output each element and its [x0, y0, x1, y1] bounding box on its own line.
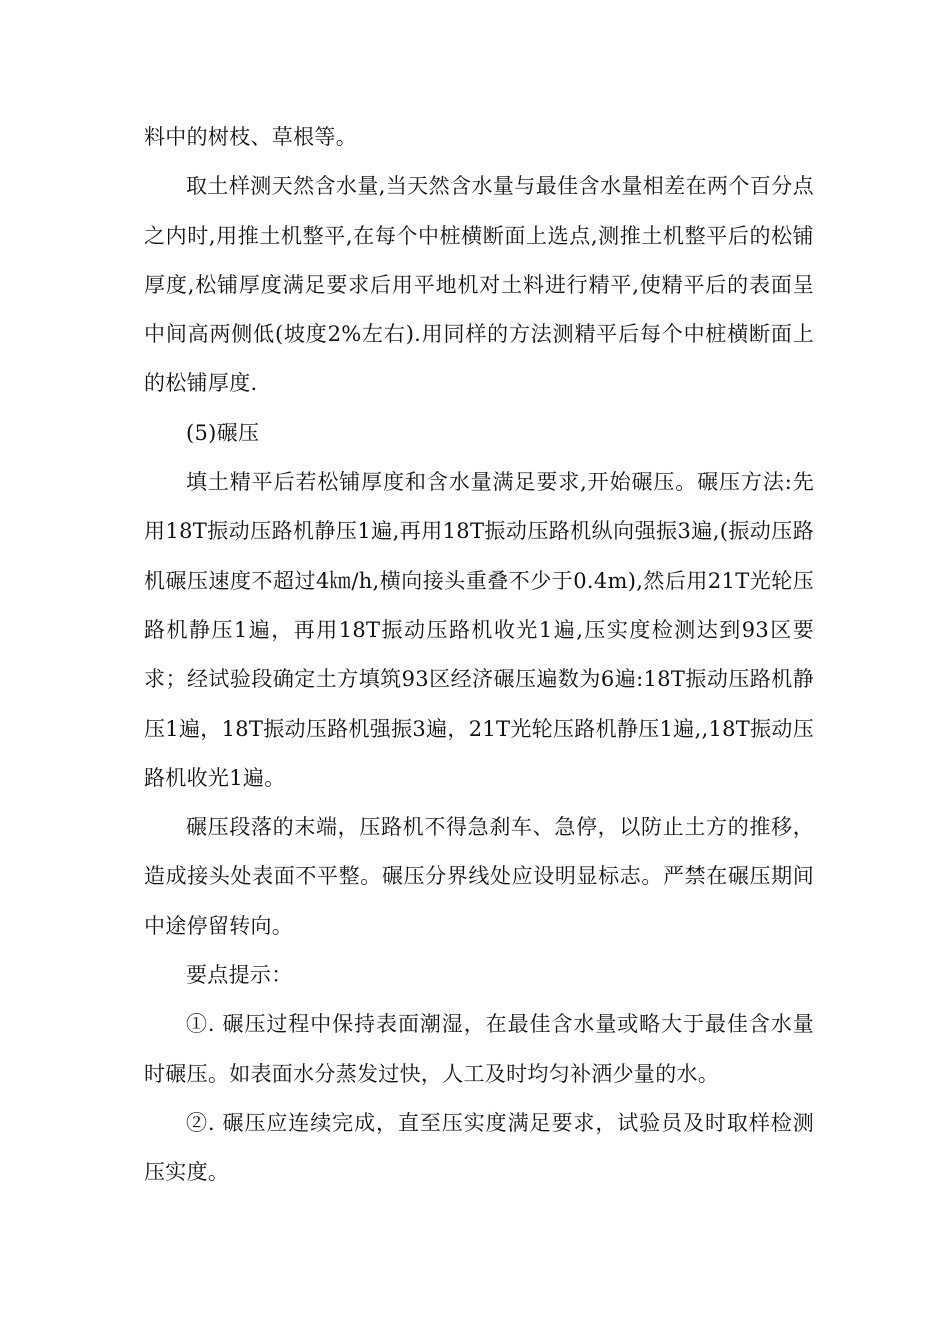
- paragraph-compaction-method: 填土精平后若松铺厚度和含水量满足要求,开始碾压。碾压方法:先用18T振动压路机静压1遍,再用18T振动压路机纵向强振3遍,(振动压路机碾压速度不超过4㎞/h,横向接头重叠不少于0.4m),然后用21T光轮压路机静压1遍，再用18T振动压路机收光1遍,压实度检测达到93区要求；经试验段确定土方填筑93区经济碾压遍数为6遍:18T振动压路机静压1遍，18T振动压路机强振3遍，21T光轮压路机静压1遍,,18T振动压路机收光1遍。: [144, 470, 814, 790]
- paragraph-continuation: 料中的树枝、草根等。: [144, 125, 357, 149]
- paragraph-soil-moisture: 取土样测天然含水量,当天然含水量与最佳含水量相差在两个百分点之内时,用推土机整平,在每个中桩横断面上选点,测推土机整平后的松铺厚度,松铺厚度满足要求后用平地机对土料进行精平,使精平后的表面呈中间高两侧低(坡度2%左右).用同样的方法测精平后每个中桩横断面上的松铺厚度.: [144, 174, 814, 396]
- paragraph-key-point-1: ①. 碾压过程中保持表面潮湿，在最佳含水量或略大于最佳含水量时碾压。如表面水分蒸发过快，人工及时均匀补洒少量的水。: [144, 1012, 814, 1086]
- document-body: [144, 113, 814, 1198]
- paragraph-key-point-2: ②. 碾压应连续完成，直至压实度满足要求，试验员及时取样检测压实度。: [144, 1110, 814, 1185]
- paragraph-key-points-heading: 要点提示：: [186, 963, 293, 988]
- paragraph-compaction-end: 碾压段落的末端，压路机不得急刹车、急停，以防止土方的推移，造成接头处表面不平整。碾压分界线处应设明显标志。严禁在碾压期间中途停留转向。: [144, 815, 814, 938]
- section-heading-compaction: (5)碾压: [186, 420, 260, 445]
